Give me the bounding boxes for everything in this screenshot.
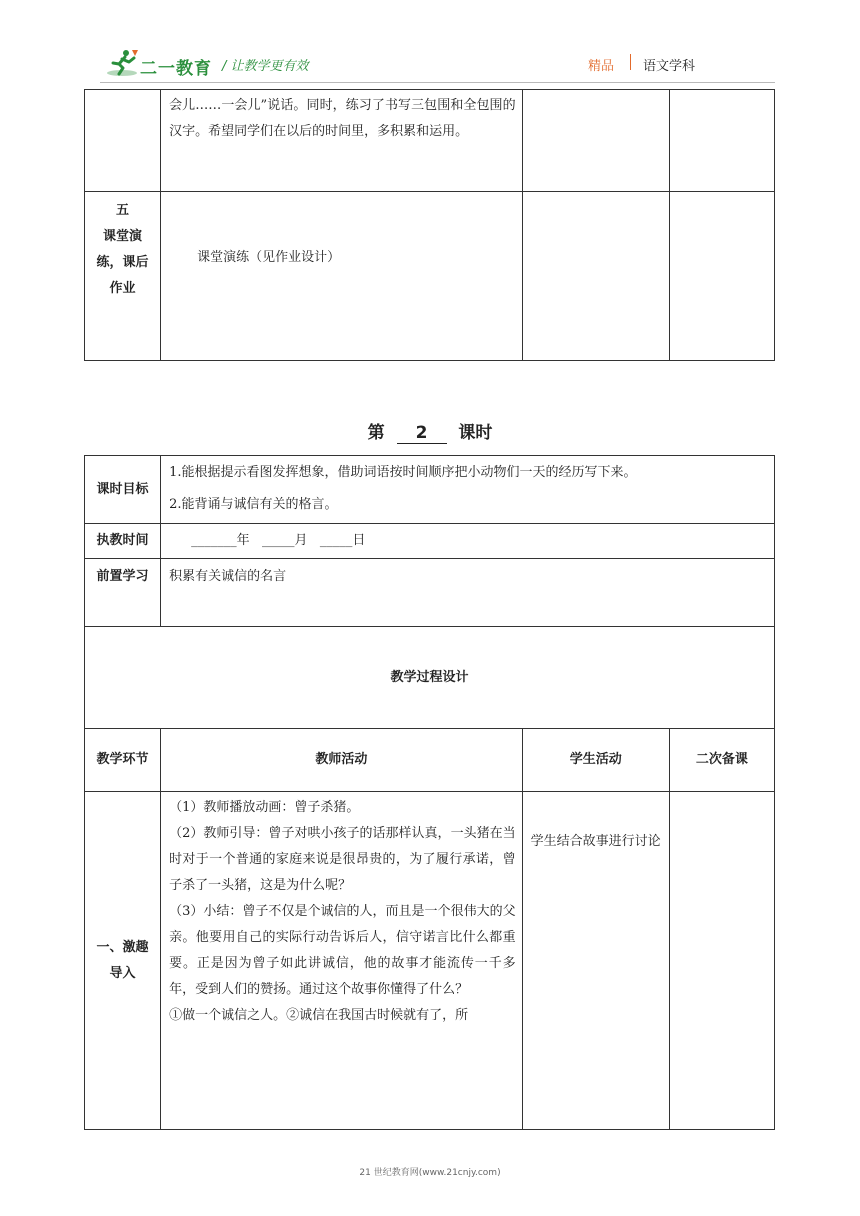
brand-slogan: / 让教学更有效 — [222, 59, 309, 74]
table-cell — [522, 192, 669, 361]
table-cell — [669, 192, 774, 361]
teacher-step: （3）小结：曾子不仅是个诚信的人，而且是一个很伟大的父亲。他要用自己的实际行动告诉后人，信守诺言比什么都重要。正是因为曾子如此讲诚信，他的故事才能流传一千多年，受到人们的赞扬。通过这个故事你懂得了什么？ — [169, 904, 516, 997]
table-row — [85, 559, 775, 627]
lesson1-continuation-table — [84, 89, 775, 361]
table-row — [85, 729, 775, 792]
column-header: 教学环节 — [85, 729, 161, 792]
column-header: 二次备课 — [669, 729, 774, 792]
lesson-number: 2 — [397, 423, 447, 444]
step-label-line: 一、激趣 — [96, 939, 149, 955]
step-label-line: 练，课后 — [96, 255, 149, 270]
subject-label: 语文学科 — [643, 59, 696, 74]
goal-label: 课时目标 — [85, 456, 161, 524]
table-row — [85, 627, 775, 729]
table-row — [85, 456, 775, 524]
table-row — [85, 524, 775, 559]
student-activity: 学生结合故事进行讨论 — [522, 792, 669, 1130]
goal-2: 2.能背诵与诚信有关的格言。 — [169, 497, 338, 512]
step-label-line: 课堂演 — [103, 229, 143, 244]
step-label — [85, 192, 161, 361]
brand-name: 二一教育 — [140, 59, 212, 79]
table-cell — [669, 90, 774, 192]
time-label: 执教时间 — [85, 524, 161, 559]
exercise-text: 课堂演练（见作业设计） — [197, 250, 341, 265]
goal-cell — [161, 456, 775, 524]
table-cell — [669, 792, 774, 1130]
time-text: _______年 _____月 _____日 — [161, 524, 775, 559]
lesson2-table — [84, 455, 775, 1130]
table-cell — [85, 90, 161, 192]
column-header: 学生活动 — [522, 729, 669, 792]
lesson-title — [0, 418, 860, 444]
table-row — [85, 792, 775, 1130]
header-divider — [630, 54, 631, 70]
table-cell — [522, 90, 669, 192]
step-label — [85, 792, 161, 1130]
pre-label: 前置学习 — [85, 559, 161, 627]
column-header: 教师活动 — [161, 729, 523, 792]
table-row — [85, 90, 775, 192]
runner-logo-icon — [106, 48, 140, 78]
header-rule — [100, 82, 775, 83]
step-label-line: 作业 — [109, 281, 136, 296]
pre-text: 积累有关诚信的名言 — [161, 559, 775, 627]
table-row — [85, 192, 775, 361]
premium-label: 精品 — [588, 59, 615, 74]
teacher-step: （2）教师引导：曾子对哄小孩子的话那样认真，一头猪在当时对于一个普通的家庭来说是很昂贵的，为了履行承诺，曾子杀了一头猪，这是为什么呢？ — [169, 826, 516, 893]
table-cell — [161, 90, 523, 192]
lesson-title-prefix: 第 — [367, 423, 385, 443]
summary-text: 会儿……一会儿”说话。同时，练习了书写三包围和全包围的汉字。希望同学们在以后的时间里，多积累和运用。 — [169, 98, 516, 139]
teacher-step: （1）教师播放动画：曾子杀猪。 — [169, 800, 360, 815]
lesson-title-suffix: 课时 — [458, 423, 493, 443]
teacher-activity — [161, 792, 523, 1130]
page-header — [100, 48, 775, 84]
goal-1: 1.能根据提示看图发挥想象，借助词语按时间顺序把小动物们一天的经历写下来。 — [169, 465, 637, 480]
table-cell — [161, 192, 523, 361]
step-label-line: 五 — [116, 203, 130, 218]
step-label-line: 导入 — [109, 965, 136, 981]
page-footer: 21 世纪教育网(www.21cnjy.com) — [359, 1168, 501, 1178]
teacher-step: ①做一个诚信之人。②诚信在我国古时候就有了，所 — [169, 1008, 469, 1023]
design-title: 教学过程设计 — [85, 627, 775, 729]
